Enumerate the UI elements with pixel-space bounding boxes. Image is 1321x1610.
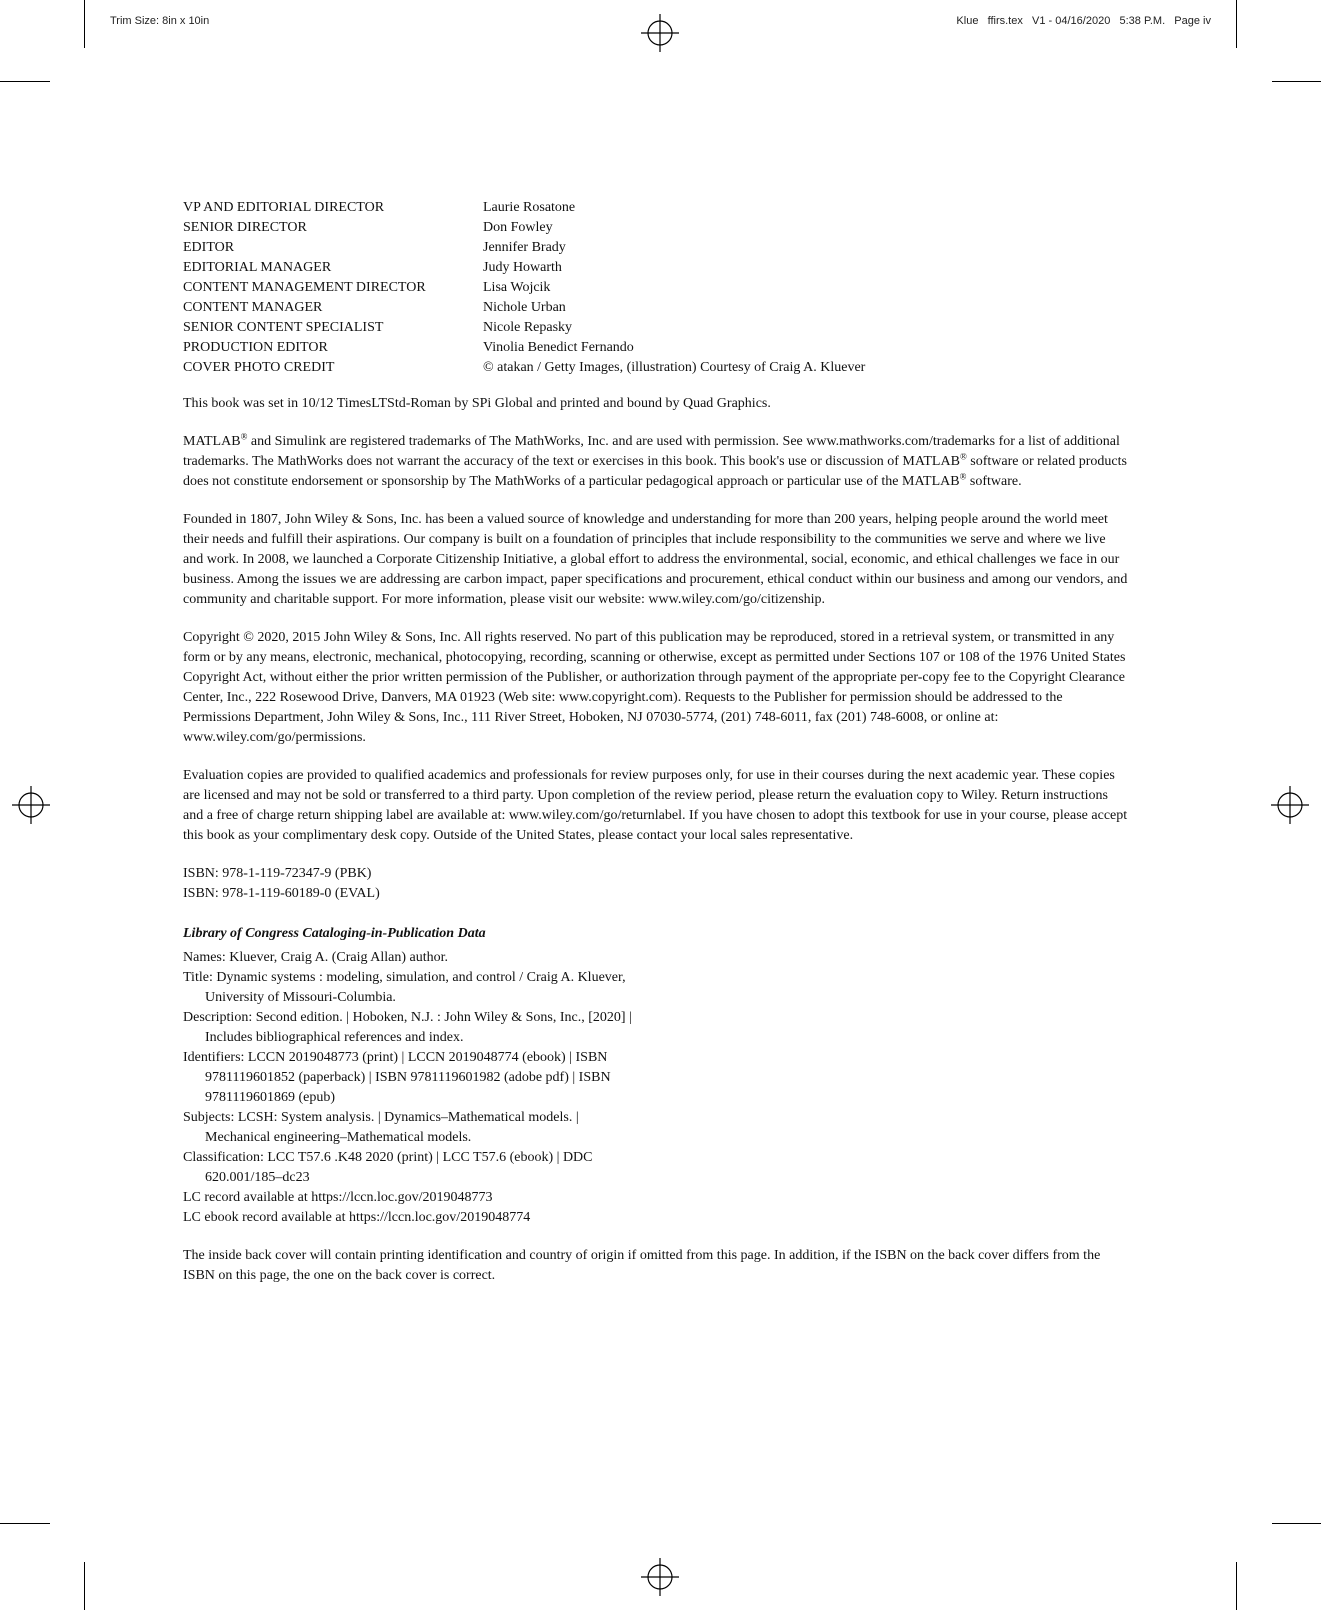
credit-role: PRODUCTION EDITOR [183, 340, 328, 355]
registration-mark-left [12, 786, 50, 824]
credit-name: Laurie Rosatone [483, 200, 576, 215]
lcc-line: Identifiers: LCCN 2019048773 (print) | LCCN 2019048774 (ebook) | ISBN 9781119601852 (paperback) | ISBN 9781119601982 (adobe pdf) | ISBN 9781119601869 (epub) [183, 1050, 611, 1105]
credit-row [183, 218, 1128, 238]
credit-name: Judy Howarth [483, 260, 562, 275]
isbn-line: ISBN: 978-1-119-60189-0 (EVAL) [183, 886, 380, 901]
credit-name: Nichole Urban [483, 300, 566, 315]
credit-role: SENIOR CONTENT SPECIALIST [183, 320, 384, 335]
matlab-trademark-notice: MATLAB® and Simulink are registered trademarks of The MathWorks, Inc. and are used with permission. See www.mathworks.com/trademarks for a list of additional trademarks. The MathWorks does not warrant the accuracy of the text or exercises in this book. This book's use or discussion of MATLAB® software or related products does not constitute endorsement or sponsorship by The MathWorks of a particular pedagogical approach or particular use of the MATLAB® software. [183, 431, 1127, 489]
lcc-line: Title: Dynamic systems : modeling, simulation, and control / Craig A. Kluever, University of Missouri-Columbia. [183, 970, 626, 1005]
lcc-line: Subjects: LCSH: System analysis. | Dynamics–Mathematical models. | Mechanical engineering–Mathematical models. [183, 1110, 579, 1145]
credit-role: SENIOR DIRECTOR [183, 220, 307, 235]
lcc-line: LC ebook record available at https://lccn.loc.gov/2019048774 [183, 1210, 531, 1225]
credits-list [183, 198, 1128, 378]
credit-name: © atakan / Getty Images, (illustration) Courtesy of Craig A. Kluever [483, 360, 866, 375]
credit-row [183, 238, 1128, 258]
credit-row [183, 338, 1128, 358]
lcc-line: LC record available at https://lccn.loc.gov/2019048773 [183, 1190, 493, 1205]
lcc-line: Names: Kluever, Craig A. (Craig Allan) author. [183, 950, 448, 965]
lcc-line: Description: Second edition. | Hoboken, N.J. : John Wiley & Sons, Inc., [2020] | Includes bibliographical references and index. [183, 1010, 632, 1045]
credit-name: Jennifer Brady [483, 240, 566, 255]
registration-mark-bottom [641, 1558, 679, 1596]
back-cover-note: The inside back cover will contain printing identification and country of origin if omitted from this page. In addition, if the ISBN on the back cover differs from the ISBN on this page, the one on the back cover is correct. [183, 1248, 1101, 1283]
credit-row [183, 258, 1128, 278]
isbn-block [183, 864, 1128, 904]
registration-mark-right [1271, 786, 1309, 824]
credit-role: EDITOR [183, 240, 235, 255]
evaluation-copy-paragraph: Evaluation copies are provided to qualified academics and professionals for review purposes only, for use in their courses during the next academic year. These copies are licensed and may not be sold or transferred to a third party. Upon completion of the review period, please return the evaluation copy to Wiley. Return instructions and a free of charge return shipping label are available at: www.wiley.com/go/returnlabel. If you have chosen to adopt this textbook for use in your course, please accept this book as your complimentary desk copy. Outside of the United States, please contact your local sales representative. [183, 768, 1128, 843]
credit-row [183, 358, 1128, 378]
credit-name: Don Fowley [483, 220, 553, 235]
credit-name: Lisa Wojcik [483, 280, 551, 295]
isbn-line: ISBN: 978-1-119-72347-9 (PBK) [183, 866, 372, 881]
credit-role: VP AND EDITORIAL DIRECTOR [183, 200, 385, 215]
file-info-label: Klue ffirs.tex V1 - 04/16/2020 5:38 P.M. Page iv [956, 15, 1211, 27]
lcc-heading: Library of Congress Cataloging-in-Publication Data [183, 926, 486, 941]
registration-mark-top [641, 14, 679, 52]
credit-role: COVER PHOTO CREDIT [183, 360, 335, 375]
credit-row [183, 198, 1128, 218]
credit-row [183, 298, 1128, 318]
credit-role: CONTENT MANAGER [183, 300, 323, 315]
typeset-note: This book was set in 10/12 TimesLTStd-Roman by SPi Global and printed and bound by Quad Graphics. [183, 396, 771, 411]
copyright-paragraph: Copyright © 2020, 2015 John Wiley & Sons, Inc. All rights reserved. No part of this publication may be reproduced, stored in a retrieval system, or transmitted in any form or by any means, electronic, mechanical, photocopying, recording, scanning or otherwise, except as permitted under Sections 107 or 108 of the 1976 United States Copyright Act, without either the prior written permission of the Publisher, or authorization through payment of the appropriate per-copy fee to the Copyright Clearance Center, Inc., 222 Rosewood Drive, Danvers, MA 01923 (Web site: www.copyright.com). Requests to the Publisher for permission should be addressed to the Permissions Department, John Wiley & Sons, Inc., 111 River Street, Hoboken, NJ 07030-5774, (201) 748-6011, fax (201) 748-6008, or online at: www.wiley.com/go/permissions. [183, 630, 1126, 745]
credit-row [183, 278, 1128, 298]
lcc-data-block [183, 948, 643, 1228]
credit-role: EDITORIAL MANAGER [183, 260, 332, 275]
lcc-line: Classification: LCC T57.6 .K48 2020 (print) | LCC T57.6 (ebook) | DDC 620.001/185–dc23 [183, 1150, 593, 1185]
wiley-about-paragraph: Founded in 1807, John Wiley & Sons, Inc. has been a valued source of knowledge and understanding for more than 200 years, helping people around the world meet their needs and fulfill their aspirations. Our company is built on a foundation of principles that include responsibility to the communities we serve and where we live and work. In 2008, we launched a Corporate Citizenship Initiative, a global effort to address the environmental, social, economic, and ethical challenges we face in our business. Among the issues we are addressing are carbon impact, paper specifications and procurement, ethical conduct within our business and among our vendors, and community and charitable support. For more information, please visit our website: www.wiley.com/go/citizenship. [183, 512, 1128, 607]
credit-role: CONTENT MANAGEMENT DIRECTOR [183, 280, 426, 295]
credit-name: Nicole Repasky [483, 320, 573, 335]
trim-size-label: Trim Size: 8in x 10in [110, 15, 210, 27]
credit-name: Vinolia Benedict Fernando [483, 340, 634, 355]
credit-row [183, 318, 1128, 338]
copyright-text-block [183, 198, 1128, 1286]
